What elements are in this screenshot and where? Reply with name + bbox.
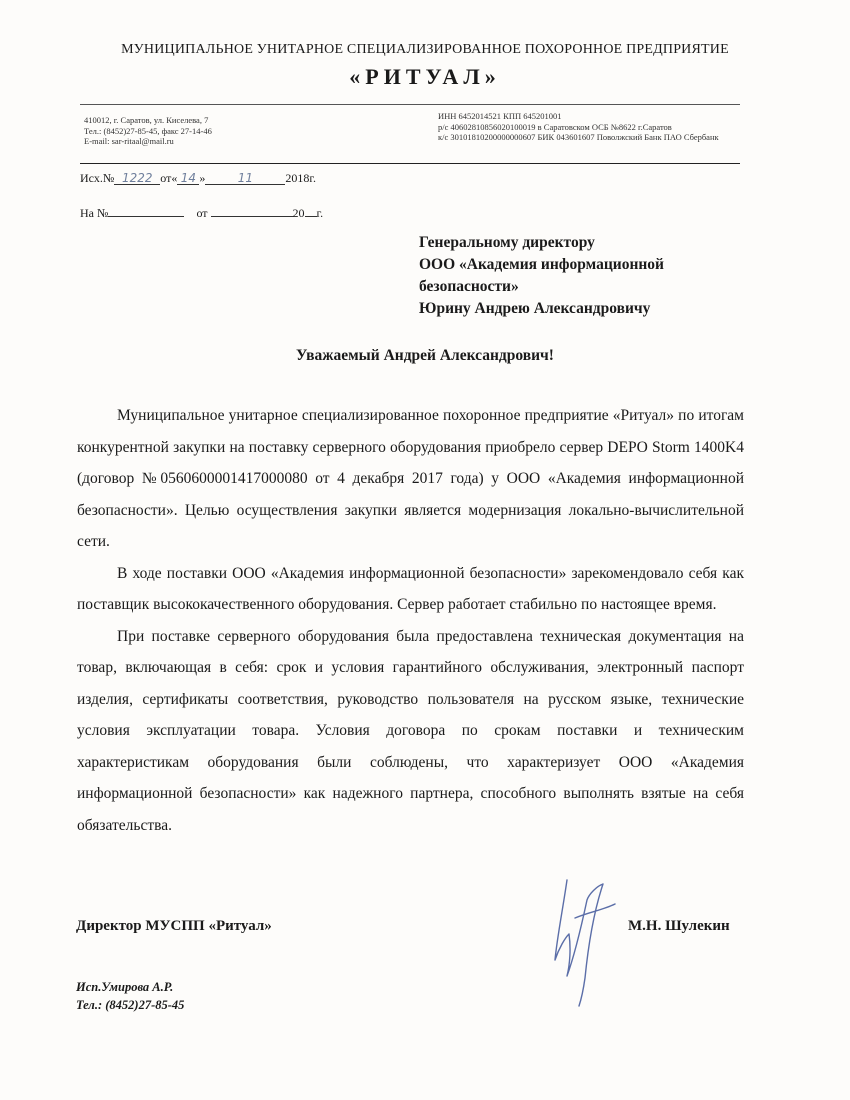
letterhead-contacts [84,115,212,147]
in-number-line [108,203,184,217]
in-year-line [305,203,317,217]
in-year: 20 [292,206,305,220]
letterhead-phones: Тел.: (8452)27-85-45, факс 27-14-46 [84,125,212,136]
addressee-line: безопасности» [419,278,519,295]
greeting: Уважаемый Андрей Александрович! [296,347,554,364]
letterhead-divider [80,104,740,105]
outgoing-reference [80,171,316,186]
letterhead-corr-account: к/с 30101810200000000607 БИК 043601607 Поволжский Банк ПАО Сбербанк [438,132,719,142]
letterhead-org-name: «РИТУАЛ» [349,64,501,89]
letter-body [77,400,744,841]
letterhead-account: р/с 40602810856020100019 в Саратовском ОСБ №8622 г.Саратов [438,121,672,132]
body-paragraph: В ходе поставки ООО «Академия информационной безопасности» зарекомендовало себя как поставщик высококачественного оборудования. Сервер работает стабильно по настоящее время. [77,564,744,613]
out-prefix: Исх.№ [80,171,115,185]
letterhead-bank-details [438,111,719,143]
header-divider [80,163,740,164]
handwritten-signature [545,868,625,1013]
addressee-line: Генеральному директору [419,234,595,251]
letterhead-email: E-mail: sar-ritaal@mail.ru [84,136,174,146]
out-day: 14 [180,171,197,185]
out-from: от« [160,171,178,185]
in-prefix: На № [80,206,109,220]
in-date-line [211,203,293,217]
letterhead-org-line: МУНИЦИПАЛЬНОЕ УНИТАРНОЕ СПЕЦИАЛИЗИРОВАННОЕ ПОХОРОННОЕ ПРЕДПРИЯТИЕ [121,42,729,57]
out-day-close: » [199,171,206,185]
addressee-block [419,232,664,320]
signature-scribble [545,868,625,1008]
in-year-suffix: г. [316,206,324,220]
out-year: 2018г. [285,171,316,185]
addressee-line: ООО «Академия информационной [419,256,664,273]
executor-name: Исп.Умирова А.Р. [76,980,174,994]
addressee-line: Юрину Андрею Александровичу [419,300,651,317]
out-month: 11 [237,171,254,185]
executor-phone: Тел.: (8452)27-85-45 [76,998,185,1012]
executor-block [76,978,184,1014]
out-number: 1222 [122,171,153,185]
signatory-name: М.Н. Шулекин [628,918,730,934]
in-from: от [196,206,208,220]
body-paragraph: Муниципальное унитарное специализированное похоронное предприятие «Ритуал» по итогам конкурентной закупки на поставку серверного оборудования приобрело сервер DEPO Storm 1400K4 (договор №0560600001417000080 от 4 декабря 2017 года) у ООО «Академия информационной безопасности». Целью осуществления закупки является модернизация локально-вычислительной сети. [77,407,744,550]
incoming-reference [80,203,323,221]
body-paragraph: При поставке серверного оборудования была предоставлена техническая документация на товар, включающая в себя: срок и условия гарантийного обслуживания, электронный паспорт изделия, сертификаты соответствия, руководство пользователя на русском языке, технические условия эксплуатации товара. Условия договора по срокам поставки и техническим характеристикам оборудования были соблюдены, что характеризует ООО «Академия информационной безопасности» как надежного партнера, способного выполнять взятые на себя обязательства. [77,627,744,834]
signatory-title: Директор МУСПП «Ритуал» [76,918,272,934]
letterhead-address: 410012, г. Саратов, ул. Киселева, 7 [84,115,209,125]
letterhead-inn: ИНН 6452014521 КПП 645201001 [438,111,562,121]
